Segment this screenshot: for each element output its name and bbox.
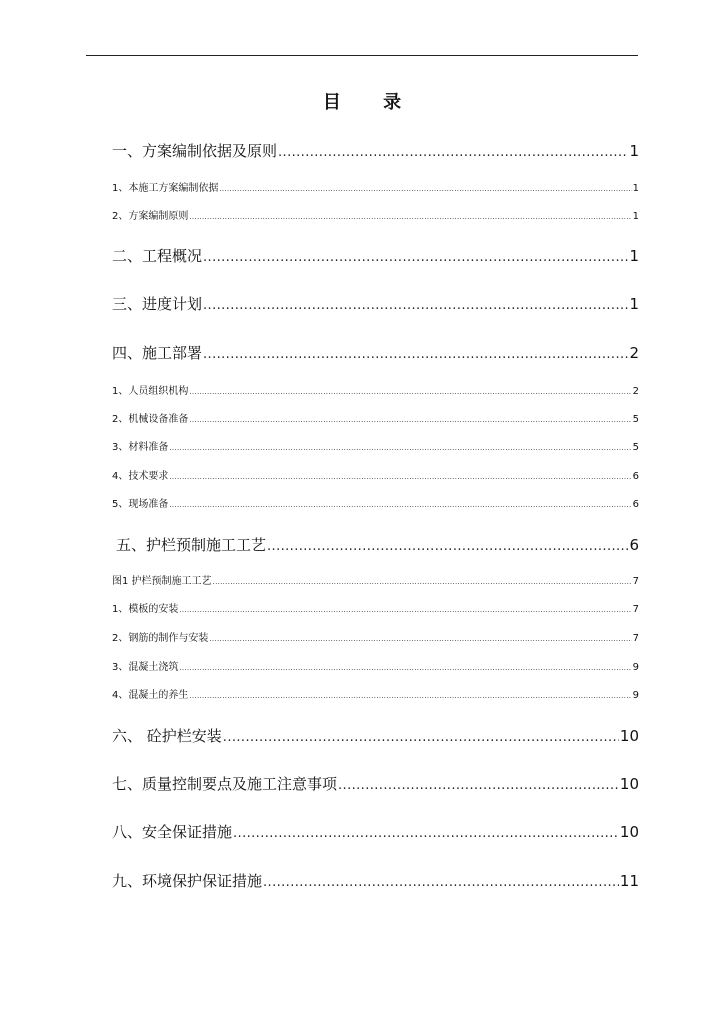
toc-entry-section[interactable] <box>112 603 639 617</box>
dot-leader <box>203 345 628 365</box>
dot-leader <box>189 413 631 427</box>
toc-entry-label: 1、人员组织机构 <box>112 386 189 397</box>
dot-leader <box>169 470 631 484</box>
toc-entry-label: 二、工程概况 <box>112 247 203 265</box>
toc-entry-page: 1 <box>629 247 639 265</box>
dot-leader <box>189 689 631 703</box>
toc-entry-page: 9 <box>632 690 639 701</box>
dot-leader <box>213 575 632 589</box>
toc-entry-label: 2、方案编制原则 <box>112 211 189 222</box>
toc-entry-label: 七、质量控制要点及施工注意事项 <box>112 775 338 793</box>
toc-entry-section[interactable] <box>112 441 639 455</box>
dot-leader <box>189 210 631 224</box>
dot-leader <box>263 873 619 893</box>
toc-entry-label: 八、安全保证措施 <box>112 823 233 841</box>
toc-entry-label: 4、混凝土的养生 <box>112 690 189 701</box>
toc-entry-section[interactable] <box>112 632 639 646</box>
toc-entry-label: 九、环境保护保证措施 <box>112 872 263 890</box>
toc-entry-page: 10 <box>619 727 639 745</box>
toc-entry-section[interactable] <box>112 470 639 484</box>
toc-entry-section[interactable] <box>112 413 639 427</box>
toc-title: 目 录 <box>322 92 420 113</box>
toc-entry-chapter-8[interactable] <box>112 822 639 842</box>
toc-entry-chapter-1[interactable] <box>112 141 639 161</box>
toc-entry-chapter-4[interactable] <box>112 343 639 363</box>
toc-entry-page: 5 <box>632 414 639 425</box>
dot-leader <box>203 296 628 316</box>
toc-entry-chapter-5[interactable] <box>116 535 639 555</box>
toc-entry-label: 4、技术要求 <box>112 471 169 482</box>
toc-entry-page: 6 <box>629 536 639 554</box>
toc-entry-section[interactable] <box>112 498 639 512</box>
dot-leader <box>169 441 631 455</box>
toc-entry-label: 3、材料准备 <box>112 442 169 453</box>
toc-entry-page: 5 <box>632 442 639 453</box>
toc-entry-label: 2、机械设备准备 <box>112 414 189 425</box>
toc-entry-page: 9 <box>632 662 639 673</box>
toc-entry-section[interactable] <box>112 210 639 224</box>
dot-leader <box>267 537 628 557</box>
toc-entry-label: 图1 护栏预制施工工艺 <box>112 576 212 587</box>
toc-entry-chapter-9[interactable] <box>112 871 639 891</box>
toc-entry-page: 2 <box>632 386 639 397</box>
toc-entry-chapter-3[interactable] <box>112 294 639 314</box>
toc-entry-label: 2、钢筋的制作与安装 <box>112 633 209 644</box>
toc-entry-chapter-7[interactable] <box>112 774 639 794</box>
dot-leader <box>179 603 631 617</box>
toc-entry-label: 5、现场准备 <box>112 499 169 510</box>
toc-entry-page: 2 <box>629 344 639 362</box>
toc-entry-chapter-6[interactable] <box>112 726 639 746</box>
toc-entry-page: 11 <box>619 872 639 890</box>
dot-leader <box>209 632 631 646</box>
toc-entry-page: 10 <box>619 775 639 793</box>
toc-entry-label: 1、模板的安装 <box>112 604 179 615</box>
toc-entry-page: 1 <box>629 142 639 160</box>
dot-leader <box>223 728 619 748</box>
toc-entry-page: 6 <box>632 499 639 510</box>
toc-entry-page: 7 <box>632 633 639 644</box>
dot-leader <box>169 498 631 512</box>
dot-leader <box>179 661 631 675</box>
toc-entry-section[interactable] <box>112 385 639 399</box>
toc-entry-figure[interactable] <box>112 575 639 589</box>
toc-entry-label: 1、本施工方案编制依据 <box>112 183 219 194</box>
toc-entry-section[interactable] <box>112 182 639 196</box>
toc-entry-page: 1 <box>632 183 639 194</box>
dot-leader <box>278 143 628 163</box>
dot-leader <box>338 776 619 796</box>
toc-entry-page: 6 <box>632 471 639 482</box>
toc-entry-page: 7 <box>632 604 639 615</box>
toc-entry-chapter-2[interactable] <box>112 246 639 266</box>
dot-leader <box>203 248 628 268</box>
toc-entry-section[interactable] <box>112 661 639 675</box>
toc-entry-label: 一、方案编制依据及原则 <box>112 142 278 160</box>
toc-entry-page: 7 <box>632 576 639 587</box>
toc-entry-label: 四、施工部署 <box>112 344 203 362</box>
toc-entry-page: 1 <box>632 211 639 222</box>
toc-entry-section[interactable] <box>112 689 639 703</box>
toc-entry-label: 三、进度计划 <box>112 295 203 313</box>
dot-leader <box>233 824 619 844</box>
toc-entry-page: 1 <box>629 295 639 313</box>
dot-leader <box>219 182 631 196</box>
dot-leader <box>189 385 631 399</box>
header-rule <box>86 55 638 56</box>
toc-entry-page: 10 <box>619 823 639 841</box>
toc-entry-label: 五、护栏预制施工工艺 <box>116 536 267 554</box>
toc-entry-label: 3、混凝土浇筑 <box>112 662 179 673</box>
toc-entry-label: 六、 砼护栏安装 <box>112 727 222 745</box>
